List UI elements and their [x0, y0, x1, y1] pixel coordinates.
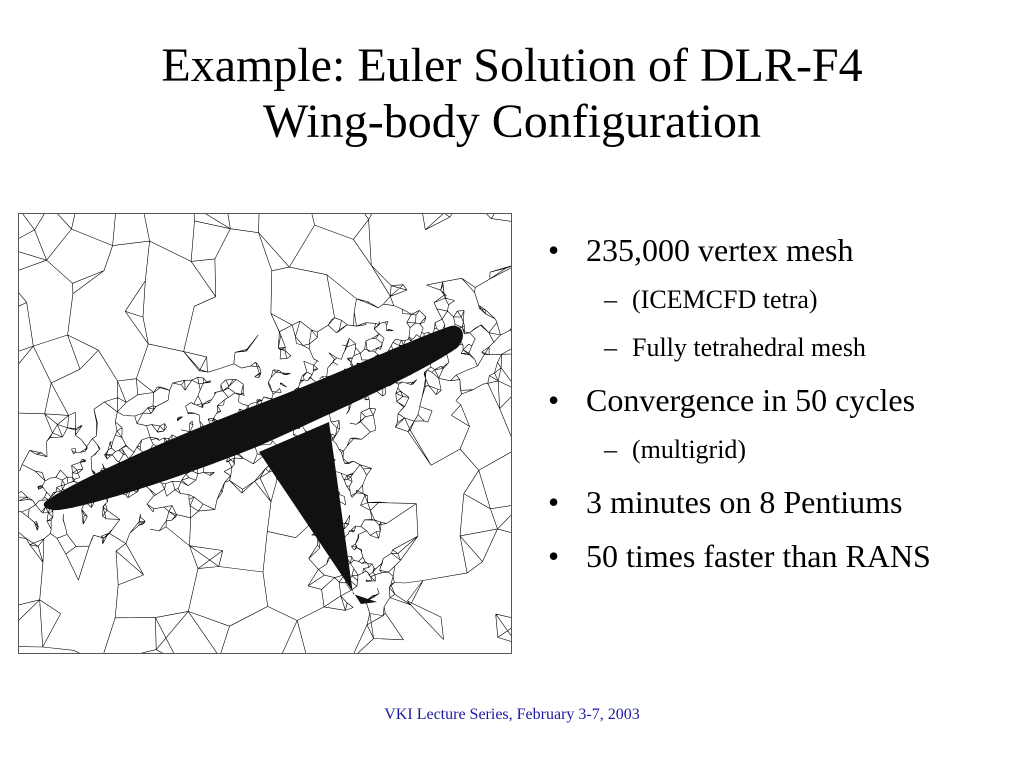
slide-footer: VKI Lecture Series, February 3-7, 2003: [384, 706, 640, 723]
sub-bullet-text: Fully tetrahedral mesh: [632, 333, 866, 362]
mesh-image: [18, 213, 512, 654]
bullet-text: 50 times faster than RANS: [586, 538, 931, 574]
sub-bullet-item: [548, 330, 1018, 366]
sub-bullet-text: (multigrid): [632, 435, 747, 464]
sub-bullet-dash: –: [604, 285, 617, 314]
sub-bullet-dash: –: [604, 435, 617, 464]
sub-bullet-text: (ICEMCFD tetra): [632, 285, 818, 314]
bullet-dot: •: [548, 232, 560, 268]
bullet-text: 3 minutes on 8 Pentiums: [586, 484, 903, 520]
bullet-dot: •: [548, 538, 560, 574]
slide-title: [0, 38, 1024, 150]
title-line-2: Wing-body Configuration: [263, 95, 761, 148]
tetrahedral-mesh-figure: [19, 214, 511, 653]
title-line-1: Example: Euler Solution of DLR-F4: [161, 39, 863, 92]
bullet-item: [548, 536, 1018, 576]
bullet-dot: •: [548, 382, 560, 418]
sub-bullet-item: [548, 432, 1018, 468]
bullet-item: [548, 482, 1018, 522]
bullet-list: [548, 230, 1018, 576]
wing-shape: [259, 422, 377, 604]
bullet-dot: •: [548, 484, 560, 520]
bullet-text: 235,000 vertex mesh: [586, 232, 854, 268]
sub-bullet-item: [548, 282, 1018, 318]
bullet-item: [548, 380, 1018, 420]
bullet-text: Convergence in 50 cycles: [586, 382, 916, 418]
sub-bullet-dash: –: [604, 333, 617, 362]
bullet-item: [548, 230, 1018, 270]
